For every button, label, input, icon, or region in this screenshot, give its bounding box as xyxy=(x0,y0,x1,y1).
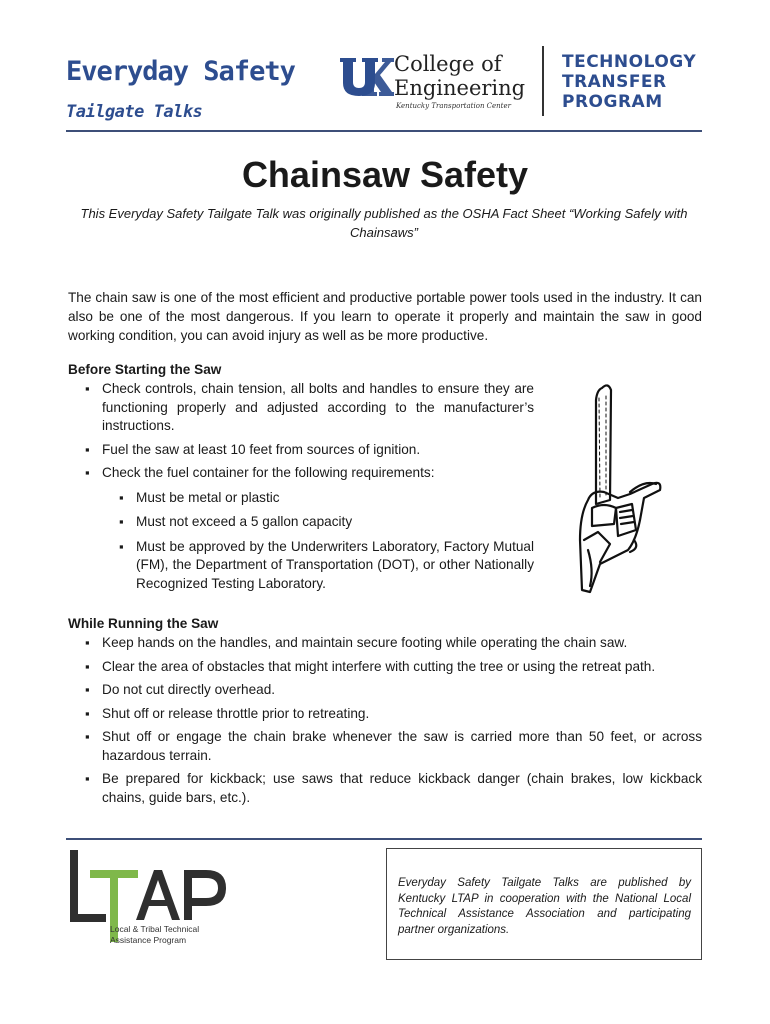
chainsaw-illustration xyxy=(570,380,670,602)
intro-text: This Everyday Safety Tailgate Talk was originally published as the OSHA Fact Sheet “Working Safely with Chainsaws” xyxy=(80,206,688,240)
college-subtext: Kentucky Transportation Center xyxy=(396,102,511,110)
list-item: ▪ Keep hands on the handles, and maintain secure footing while operating the chain saw. xyxy=(68,634,702,653)
publisher-info-text: Everyday Safety Tailgate Talks are published by Kentucky LTAP in cooperation with the National Local Technical Assistance Association and participating partner organizations. xyxy=(398,877,691,936)
document-header xyxy=(66,52,702,132)
intro-paragraph: The chain saw is one of the most efficient and productive portable power tools used in the industry. It can also be one of the most dangerous. If you learn to operate it properly and maintain the saw in good working condition, you can avoid injury as well as be more productive. xyxy=(68,290,702,343)
list-item: ▪ Shut off or release throttle prior to retreating. xyxy=(68,705,702,724)
uk-logo-icon xyxy=(338,54,394,100)
sub-list-item: ▪ Must be approved by the Underwriters Laboratory, Factory Mutual (FM), the Department of Transportation (DOT), or other Nationally Recognized Testing Laboratory. xyxy=(102,538,534,594)
header-rule xyxy=(66,130,702,132)
section-heading-before: Before Starting the Saw xyxy=(68,362,222,377)
publisher-info-box xyxy=(386,848,702,960)
list-item: ▪ Do not cut directly overhead. xyxy=(68,681,702,700)
list-item: ▪ Be prepared for kickback; use saws that reduce kickback danger (chain brakes, low kickback chains, guide bars, etc.). xyxy=(68,770,702,807)
brand-title: Everyday Safety xyxy=(66,56,295,87)
list-item: ▪ Shut off or engage the chain brake whenever the saw is carried more than 50 feet, or across hazardous terrain. xyxy=(68,728,702,765)
page-title: Chainsaw Safety xyxy=(241,154,529,195)
college-name: College of Engineering xyxy=(394,52,526,100)
technology-transfer-program: TECHNOLOGY TRANSFER PROGRAM xyxy=(562,52,697,112)
list-item: ▪ Check the fuel container for the following requirements: ▪ Must be metal or plastic ▪ Must not exceed a 5 gallon capacity ▪ Must be approved by the Underwriters Laboratory, Factory Mutual (FM), the Department of Transportation (DOT), or other Nationally Recognized Testing Laboratory. xyxy=(68,464,534,593)
sub-list-item: ▪ Must be metal or plastic xyxy=(102,489,534,508)
footer-rule xyxy=(66,838,702,840)
section-heading-while: While Running the Saw xyxy=(68,616,219,631)
sub-list-item: ▪ Must not exceed a 5 gallon capacity xyxy=(102,513,534,532)
ltap-caption: Local & Tribal Technical Assistance Program xyxy=(110,924,200,945)
header-divider xyxy=(542,46,544,116)
list-item: ▪ Check controls, chain tension, all bolts and handles to ensure they are functioning properly and adjusted according to the manufacturer’s instructions. xyxy=(68,380,534,436)
list-item: ▪ Fuel the saw at least 10 feet from sources of ignition. xyxy=(68,441,534,460)
before-list xyxy=(68,380,534,599)
list-item: ▪ Clear the area of obstacles that might interfere with cutting the tree or using the retreat path. xyxy=(68,658,702,677)
brand-subtitle: Tailgate Talks xyxy=(66,102,203,122)
fuel-requirements-list xyxy=(102,489,534,594)
while-list xyxy=(68,634,702,812)
